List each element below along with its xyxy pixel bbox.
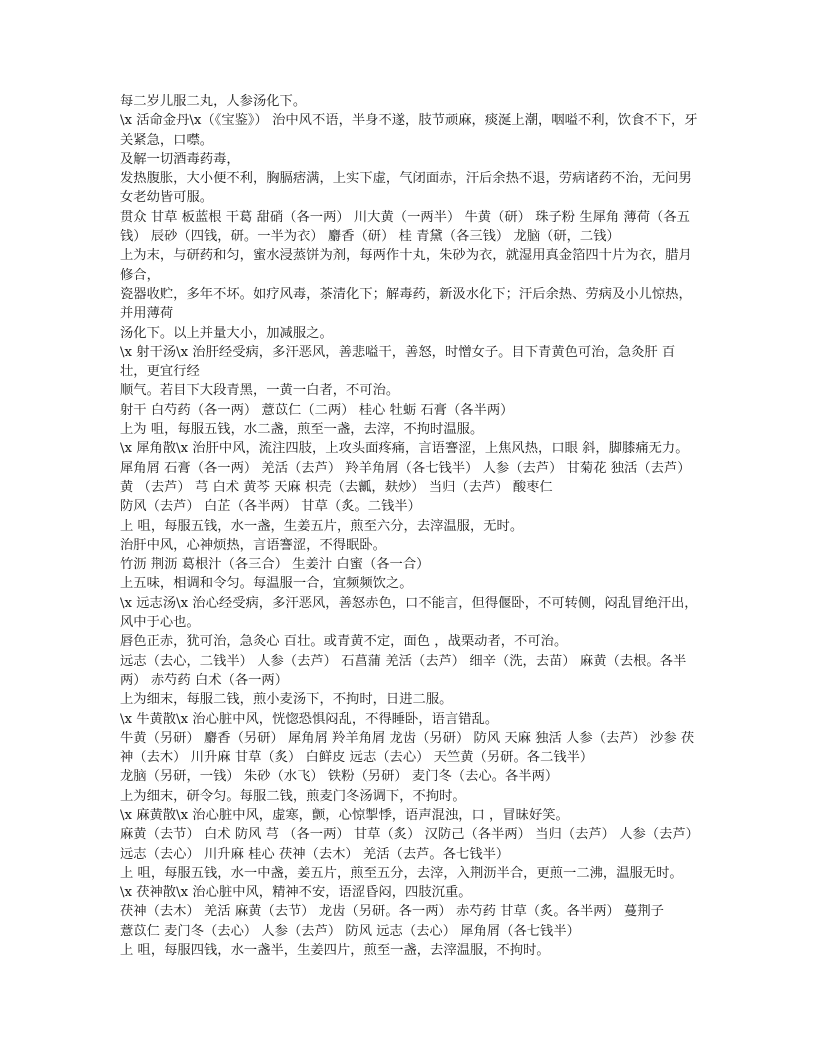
text-line: \x 牛黄散\x 治心脏中风，恍惚恐惧闷乱，不得睡卧，语言错乱。 (120, 711, 499, 727)
text-line: \x 茯神散\x 治心脏中风，精神不安，语涩昏闷，四肢沉重。 (120, 885, 472, 901)
text-line: 上 咀，每服五钱，水一盏，生姜五片，煎至六分，去滓温服，无时。 (120, 518, 524, 534)
text-line: 顺气。若目下大段青黑，一黄一白者，不可治。 (120, 383, 400, 399)
text-line: 犀角屑 石膏（各一两） 羌活（去芦） 羚羊角屑（各七钱半） 人参（去芦） 甘菊花 独活（去芦） 黄 （去芦） 芎 白术 黄芩 天麻 枳壳（去瓤，麸炒） 当归（去芦） 酸枣仁 (120, 460, 691, 495)
text-line: 茯神（去木） 羌活 麻黄（去节） 龙齿（另研。各一两） 赤芍药 甘草（炙。各半两） 蔓荆子 (120, 904, 664, 920)
text-line: \x 射干汤\x 治肝经受病，多汗恶风，善悲嗌干，善怒，时憎女子。目下青黄色可治，急灸肝 百壮，更宜行经 (120, 344, 676, 380)
text-line: 龙脑（另研，一钱） 朱砂（水飞） 铁粉（另研） 麦门冬（去心。各半两） (120, 769, 559, 785)
text-line: 射干 白芍药（各一两） 薏苡仁（二两） 桂心 牡蛎 石膏（各半两） (120, 402, 514, 418)
text-line: 薏苡仁 麦门冬（去心） 人参（去芦） 防风 远志（去心） 犀角屑（各七钱半） (120, 923, 580, 939)
text-line: 上五味，相调和令匀。每温服一合，宜频频饮之。 (120, 576, 413, 592)
text-line: \x 活命金丹\x（《宝鉴》） 治中风不语，半身不遂，肢节顽麻，痰涎上潮，咽嗌不利，饮食不下，牙关紧急，口噤。 (120, 113, 698, 148)
text-line: 麻黄（去节） 白术 防风 芎 （各一两） 甘草（炙） 汉防己（各半两） 当归（去芦） 人参（去芦） 远志（去心） 川升麻 桂心 茯神（去木） 羌活（去芦。各七钱半） (120, 827, 699, 862)
text-line: 防风（去芦） 白芷（各半两） 甘草（炙。二钱半） (120, 499, 421, 515)
text-line: 牛黄（另研） 麝香（另研） 犀角屑 羚羊角屑 龙齿（另研） 防风 天麻 独活 人参（去芦） 沙参 茯神（去木） 川升麻 甘草（炙） 白鲜皮 远志（去心） 天竺黄（另研。各二钱半） (120, 730, 695, 766)
text-line: 治肝中风，心神烦热，言语謇涩，不得眠卧。 (120, 537, 386, 553)
text-line: 上为细末，每服二钱，煎小麦汤下，不拘时，日进二服。 (120, 692, 453, 708)
text-line: 每二岁儿服二丸，人参汤化下。 (120, 94, 307, 109)
text-line: 上 咀，每服四钱，水一盏半，生姜四片，煎至一盏，去滓温服，不拘时。 (120, 943, 550, 959)
text-line: \x 犀角散\x 治肝中风，流注四肢，上攻头面疼痛，言语謇涩，上焦风热，口眼 斜，脚膝痛无力。 (120, 441, 689, 457)
text-line: 及解一切酒毒药毒， (120, 151, 240, 167)
text-line: 唇色正赤，犹可治，急灸心 百壮。或青黄不定，面色 ，战栗动者，不可治。 (120, 634, 568, 650)
text-line: \x 远志汤\x 治心经受病，多汗恶风，善怒赤色，口不能言，但得偃卧，不可转侧，闷乱冒绝汗出，风中于心也。 (120, 595, 698, 631)
text-line: 贯众 甘草 板蓝根 干葛 甜硝（各一两） 川大黄（一两半） 牛黄（研） 珠子粉 生犀角 薄荷（各五钱） 辰砂（四钱，研。一半为衣） 麝香（研） 桂 青黛（各三钱） 龙脑（研，二钱） (120, 209, 690, 245)
text-line: 上 咀，每服五钱，水一中盏，姜五片，煎至五分，去滓，入荆沥半合，更煎一二沸，温服无时。 (120, 865, 683, 881)
text-line: 竹沥 荆沥 葛根汁（各三合） 生姜汁 白蜜（各一合） (120, 557, 430, 573)
text-line: 上为末，与研药和匀，蜜水浸蒸饼为剂，每两作十丸，朱砂为衣，就湿用真金箔四十片为衣，腊月修合， (120, 248, 692, 283)
text-line: 瓷器收贮，多年不坏。如疗风毒，茶清化下；解毒药，新汲水化下；汗后余热、劳病及小儿惊热，并用薄荷 (120, 286, 692, 322)
text-line: \x 麻黄散\x 治心脏中风，虚寒，颤，心惊掣悸，语声混浊，口 ，冒昧好笑。 (120, 807, 569, 823)
text-line: 远志（去心，二钱半） 人参（去芦） 石菖蒲 羌活（去芦） 细辛（洗，去苗） 麻黄（去根。各半两） 赤芍药 白术（各一两） (120, 653, 687, 688)
text-line: 上为 咀，每服五钱，水二盏，煎至一盏，去滓，不拘时温服。 (120, 422, 484, 438)
text-line: 上为细末，研令匀。每服二钱，煎麦门冬汤调下，不拘时。 (120, 788, 466, 804)
text-line: 汤化下。以上并量大小，加减服之。 (120, 325, 333, 341)
document-page (120, 92, 700, 960)
text-line: 发热腹胀，大小便不利，胸膈痞满，上实下虚，气闭面赤，汗后余热不退，劳病诸药不治，无问男女老幼皆可服。 (120, 171, 692, 206)
